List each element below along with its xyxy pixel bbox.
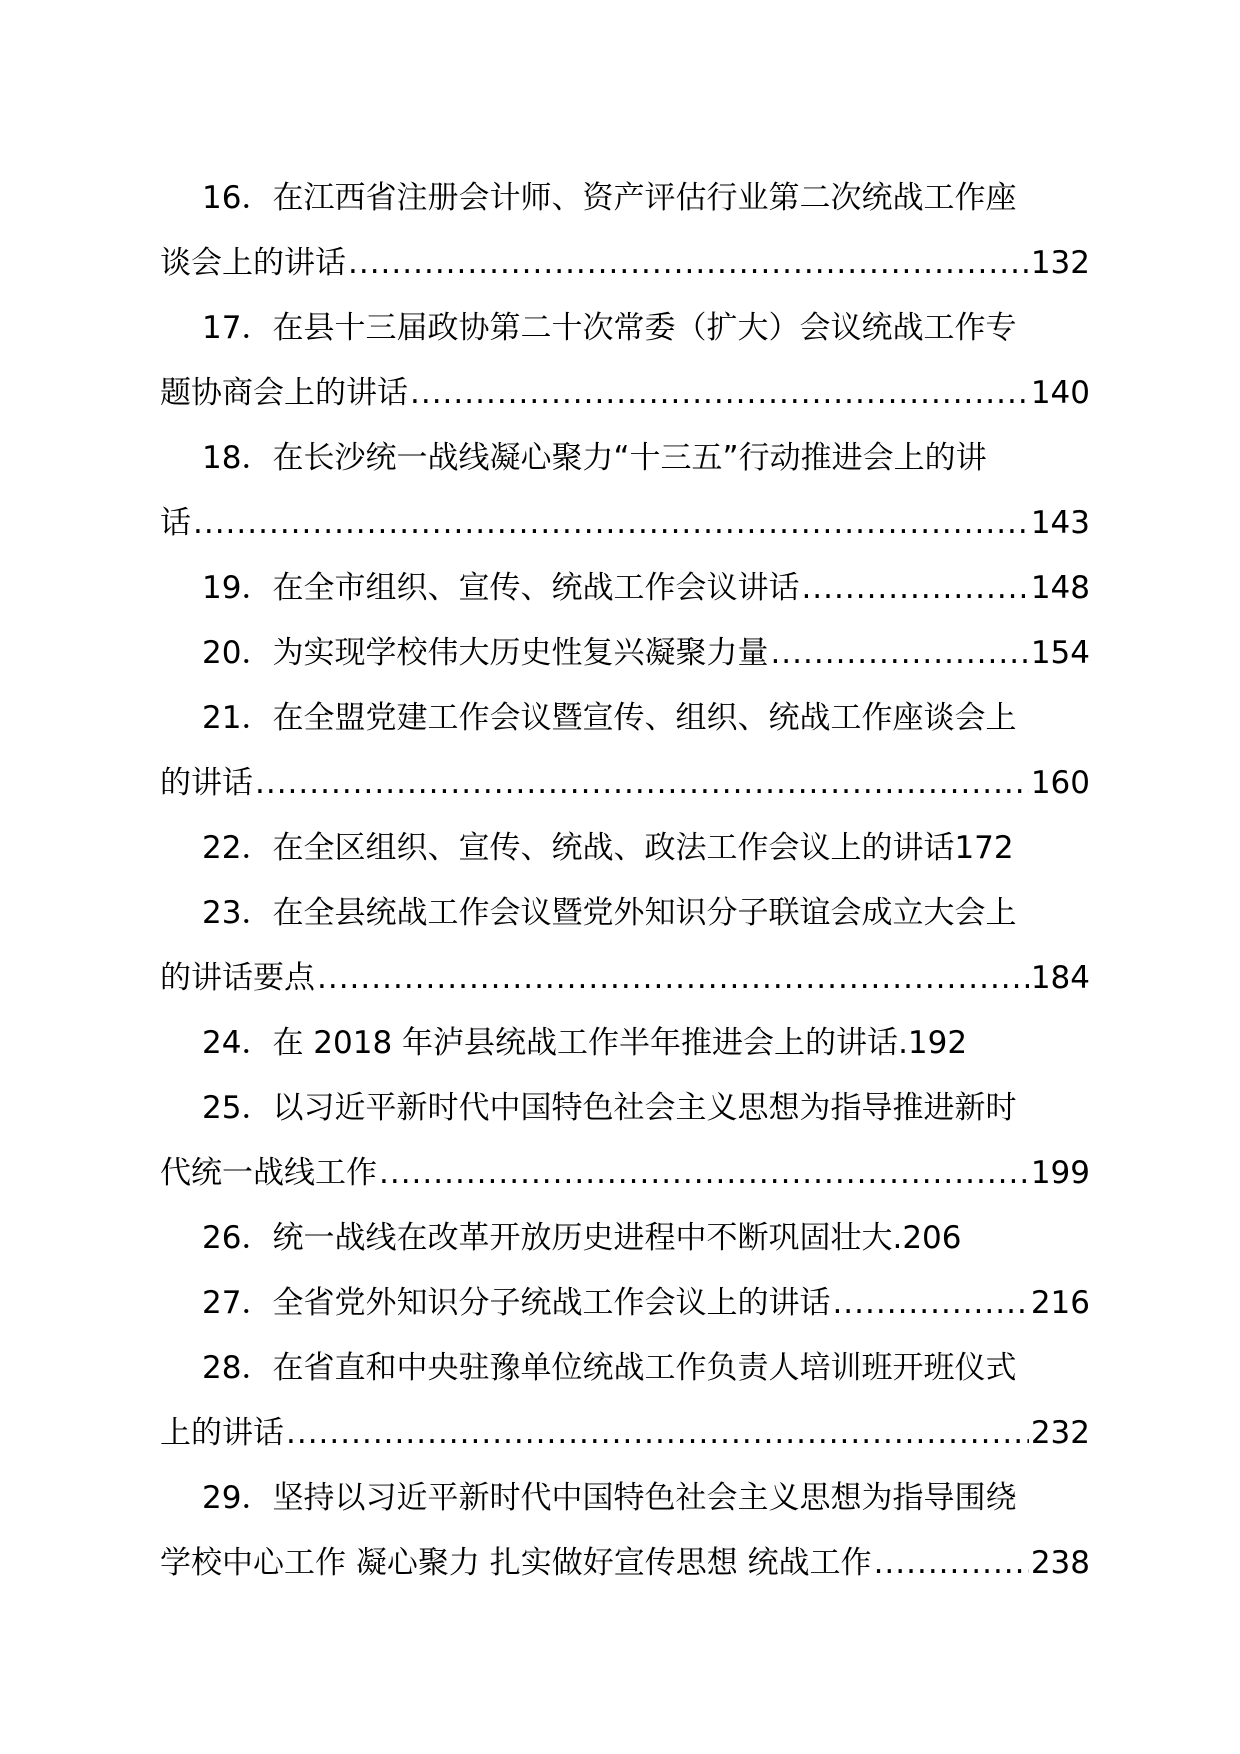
toc-entry-23-line-2[interactable] — [160, 946, 1090, 1011]
toc-entry-number: 20 — [202, 635, 242, 671]
toc-entry-29-line-2[interactable] — [160, 1531, 1090, 1596]
toc-entry-number: 22 — [202, 830, 242, 866]
toc-page-number: 232 — [1030, 1415, 1090, 1451]
toc-entry-number: 23 — [202, 895, 242, 931]
toc-entry-title-cont: 话 — [160, 505, 191, 541]
toc-entry-number: 19 — [202, 570, 242, 606]
dot-leader-short: . — [898, 1025, 908, 1061]
toc-page-number: 192 — [907, 1025, 968, 1061]
toc-entry-16-line-2[interactable] — [160, 231, 1090, 296]
toc-entry-29-line-1[interactable]: 29 ． 坚持以习近平新时代中国特色社会主义思想为指导围绕 — [160, 1466, 1090, 1531]
toc-entry-title: 在 2018 年泸县统战工作半年推进会上的讲话 — [272, 1025, 899, 1061]
toc-entry-title-cont: 上的讲话 — [160, 1415, 284, 1451]
toc-entry-number: 18 — [202, 440, 242, 476]
toc-entry-title-cont: 学校中心工作 凝心聚力 扎实做好宣传思想 统战工作 — [160, 1545, 872, 1581]
dot-leader — [410, 361, 1029, 426]
toc-entry-title: 在县十三届政协第二十次常委（扩大）会议统战工作专 — [272, 310, 1017, 346]
toc-entry-17-line-1[interactable]: 17 ． 在县十三届政协第二十次常委（扩大）会议统战工作专 — [160, 296, 1090, 361]
toc-entry-title: 在全区组织、宣传、统战、政法工作会议上的讲话 — [272, 830, 955, 866]
toc-entry-18-line-1[interactable]: 18 ． 在长沙统一战线凝心聚力“十三五”行动推进会上的讲 — [160, 426, 1090, 491]
toc-entry-21-line-1[interactable]: 21 ． 在全盟党建工作会议暨宣传、组织、统战工作座谈会上 — [160, 686, 1090, 751]
toc-page-number: 184 — [1030, 960, 1090, 996]
dot-leader-short: . — [892, 1220, 903, 1256]
table-of-contents — [160, 166, 1090, 1596]
toc-entry-18-line-2[interactable] — [160, 491, 1090, 556]
toc-entry-16-line-1[interactable]: 16 ． 在江西省注册会计师、资产评估行业第二次统战工作座 — [160, 166, 1090, 231]
toc-entry-number: 21 — [202, 700, 242, 736]
toc-entry-title-cont: 题协商会上的讲话 — [160, 375, 408, 411]
toc-page-number: 172 — [954, 830, 1014, 866]
toc-entry-number: 24 — [202, 1025, 242, 1061]
dot-leader — [379, 1141, 1029, 1206]
toc-entry-20[interactable]: 20 ． 为实现学校伟大历史性复兴凝聚力量 ..... 154 — [160, 621, 1090, 686]
dot-leader — [770, 621, 1028, 686]
toc-page-number: 143 — [1030, 505, 1090, 541]
toc-entry-title: 在省直和中央驻豫单位统战工作负责人培训班开班仪式 — [272, 1350, 1017, 1386]
toc-page-number: 154 — [1030, 635, 1090, 671]
toc-page-number: 216 — [1030, 1285, 1090, 1321]
toc-entry-number: 27 — [202, 1285, 242, 1321]
dot-leader — [874, 1531, 1029, 1596]
toc-entry-25-line-2[interactable] — [160, 1141, 1090, 1206]
toc-entry-number: 29 — [202, 1480, 242, 1516]
toc-entry-17-line-2[interactable] — [160, 361, 1090, 426]
toc-entry-title: 在江西省注册会计师、资产评估行业第二次统战工作座 — [272, 180, 1017, 216]
toc-entry-title: 统一战线在改革开放历史进程中不断巩固壮大 — [272, 1220, 893, 1256]
toc-entry-27[interactable]: 27 ． 全省党外知识分子统战工作会议上的讲话 ..... 216 — [160, 1271, 1090, 1336]
toc-page-number: 238 — [1030, 1545, 1090, 1581]
toc-entry-22[interactable]: 22 ． 在全区组织、宣传、统战、政法工作会议上的讲话 172 — [160, 816, 1090, 881]
toc-page-number: 140 — [1030, 375, 1090, 411]
toc-entry-title-cont: 谈会上的讲话 — [160, 245, 346, 281]
toc-entry-26[interactable]: 26 ． 统一战线在改革开放历史进程中不断巩固壮大 . 206 — [160, 1206, 1090, 1271]
toc-page-number: 160 — [1030, 765, 1090, 801]
toc-entry-number: 28 — [202, 1350, 242, 1386]
toc-entry-25-line-1[interactable]: 25 ． 以习近平新时代中国特色社会主义思想为指导推进新时 — [160, 1076, 1090, 1141]
toc-entry-23-line-1[interactable]: 23 ． 在全县统战工作会议暨党外知识分子联谊会成立大会上 — [160, 881, 1090, 946]
toc-entry-28-line-2[interactable] — [160, 1401, 1090, 1466]
toc-page-number: 148 — [1030, 570, 1090, 606]
toc-entry-number: 16 — [202, 180, 242, 216]
toc-entry-title: 在长沙统一战线凝心聚力“十三五”行动推进会上的讲 — [272, 440, 987, 476]
toc-entry-title-cont: 的讲话要点 — [160, 960, 315, 996]
dot-leader — [801, 556, 1028, 621]
dot-leader — [255, 751, 1029, 816]
toc-entry-number: 25 — [202, 1090, 242, 1126]
toc-entry-title: 为实现学校伟大历史性复兴凝聚力量 — [272, 635, 769, 671]
dot-leader — [832, 1271, 1028, 1336]
toc-entry-title-cont: 的讲话 — [160, 765, 253, 801]
toc-entry-19[interactable]: 19 ． 在全市组织、宣传、统战工作会议讲话 ..... 148 — [160, 556, 1090, 621]
toc-page-number: 132 — [1030, 245, 1090, 281]
toc-entry-24[interactable]: 24 ． 在 2018 年泸县统战工作半年推进会上的讲话 . 192 — [160, 1011, 1090, 1076]
toc-entry-title: 在全市组织、宣传、统战工作会议讲话 — [272, 570, 800, 606]
toc-entry-28-line-1[interactable]: 28 ． 在省直和中央驻豫单位统战工作负责人培训班开班仪式 — [160, 1336, 1090, 1401]
toc-page-number: 206 — [902, 1220, 962, 1256]
toc-entry-number: 17 — [202, 310, 242, 346]
toc-entry-21-line-2[interactable] — [160, 751, 1090, 816]
toc-entry-title: 以习近平新时代中国特色社会主义思想为指导推进新时 — [272, 1090, 1017, 1126]
dot-leader — [348, 231, 1029, 296]
dot-leader — [193, 491, 1029, 556]
dot-leader — [317, 946, 1029, 1011]
toc-entry-title: 在全县统战工作会议暨党外知识分子联谊会成立大会上 — [272, 895, 1017, 931]
toc-entry-number: 26 — [202, 1220, 242, 1256]
toc-entry-title: 在全盟党建工作会议暨宣传、组织、统战工作座谈会上 — [272, 700, 1017, 736]
dot-leader — [286, 1401, 1029, 1466]
toc-entry-title-cont: 代统一战线工作 — [160, 1155, 377, 1191]
toc-page-number: 199 — [1030, 1155, 1090, 1191]
toc-entry-title: 全省党外知识分子统战工作会议上的讲话 — [272, 1285, 831, 1321]
toc-entry-title: 坚持以习近平新时代中国特色社会主义思想为指导围绕 — [272, 1480, 1017, 1516]
